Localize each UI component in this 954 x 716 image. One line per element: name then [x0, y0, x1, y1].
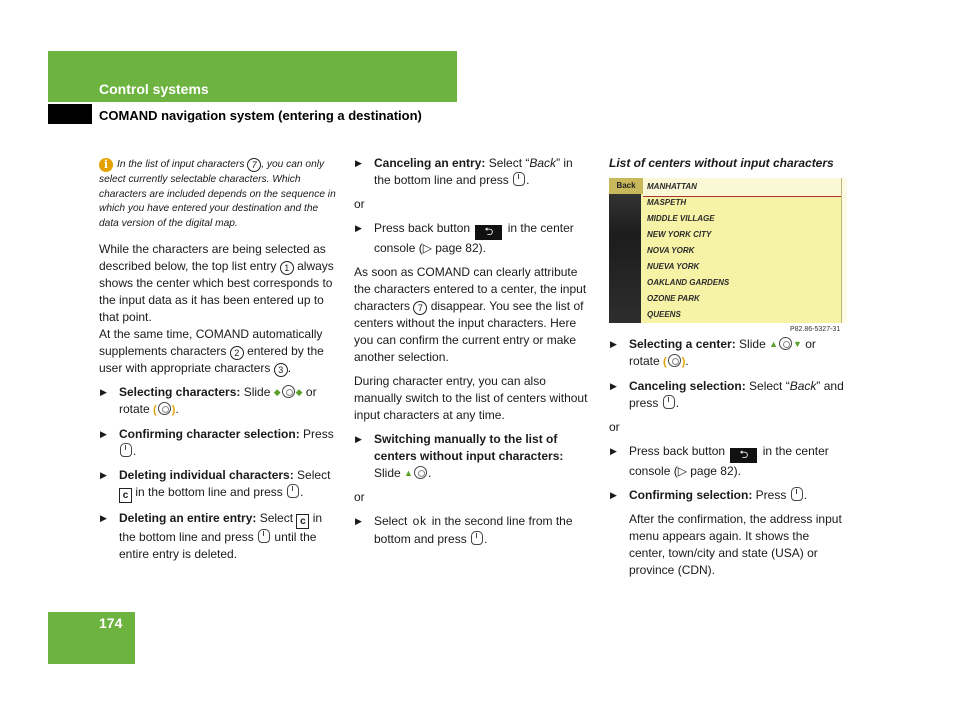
- instruction-confirm-selection: ▶ Confirming selection: Press .: [610, 488, 808, 502]
- bullet-arrow-icon: ▶: [355, 223, 362, 233]
- bullet-arrow-icon: ▶: [610, 446, 617, 456]
- or-text: or: [354, 197, 365, 211]
- rotate-right-icon: ): [171, 403, 176, 416]
- callout-1: 1: [280, 261, 294, 275]
- figure-caption: List of centers without input characters: [609, 156, 834, 170]
- or-text: or: [354, 490, 365, 504]
- column-3: [609, 336, 847, 586]
- press-controller-icon: [258, 529, 270, 543]
- comand-screen-image: [609, 178, 847, 323]
- paragraph: During character entry, you can also manually switch to the list of centers without input characters at any time.: [354, 374, 588, 422]
- instruction-select-center: ▶ Selecting a center: Slide ▲ ▼ or rotate ( ).: [610, 337, 816, 368]
- info-icon: i: [99, 158, 113, 172]
- image-code: P82.86-5327-31: [790, 326, 841, 333]
- list-item: NUEVA YORK: [647, 262, 700, 271]
- paragraph: As soon as COMAND can clearly attribute the characters entered to a center, the input characters 7 disappear. You see the list of centers without the input characters. Here you can confirm the current entry or make another selection.: [354, 265, 587, 364]
- press-controller-icon: [120, 443, 132, 457]
- column-1: [99, 158, 337, 570]
- instruction-cancel-selection: ▶ Canceling selection: Select “Back” and press .: [610, 379, 844, 410]
- subsection-title: COMAND navigation system (entering a destination): [99, 108, 422, 123]
- bullet-arrow-icon: ▶: [100, 386, 107, 397]
- rotate-left-icon: (: [153, 403, 157, 416]
- controller-icon: [779, 337, 792, 350]
- controller-icon: [158, 402, 171, 415]
- bullet-arrow-icon: ▶: [610, 339, 617, 349]
- slide-right-icon: ◆: [295, 386, 303, 397]
- instruction-back-button: ▶ Press back button ⮌ in the center console (▷ page 82).: [355, 221, 574, 255]
- slide-down-icon: ▼: [793, 339, 802, 349]
- bullet-arrow-icon: ▶: [100, 512, 107, 523]
- callout-7: 7: [247, 158, 261, 172]
- press-controller-icon: [791, 487, 803, 501]
- list-item: QUEENS: [647, 310, 681, 319]
- c-key-icon: c: [296, 514, 309, 529]
- instruction-selecting-characters: ▶ Selecting characters: Slide ◆ ◆ or rotate ( ).: [100, 384, 317, 416]
- list-item: OAKLAND GARDENS: [647, 278, 730, 287]
- rotate-right-icon: ): [681, 356, 686, 368]
- instruction-delete-entry: ▶ Deleting an entire entry: Select c in the bottom line and press until the entire entry is deleted.: [100, 510, 323, 561]
- callout-2: 2: [230, 346, 244, 360]
- slide-up-icon: ▲: [404, 468, 413, 478]
- subsection-marker: [48, 104, 92, 124]
- slide-left-icon: ◆: [273, 386, 281, 397]
- back-button-icon: ⮌: [730, 448, 757, 463]
- c-key-icon: c: [119, 488, 132, 503]
- or-text: or: [609, 420, 620, 434]
- bullet-arrow-icon: ▶: [610, 490, 617, 500]
- bullet-arrow-icon: ▶: [355, 434, 362, 444]
- controller-icon: [414, 466, 427, 479]
- callout-7: 7: [413, 301, 427, 315]
- list-item: OZONE PARK: [647, 294, 700, 303]
- ok-key-label: ok: [412, 515, 427, 529]
- rotate-left-icon: (: [663, 356, 667, 368]
- column-2: [354, 155, 592, 555]
- selection-divider: [643, 196, 841, 197]
- screen-scrollbar: [841, 178, 847, 323]
- list-item: MIDDLE VILLAGE: [647, 214, 715, 223]
- instruction-delete-characters: ▶ Deleting individual characters: Select c in the bottom line and press .: [100, 467, 331, 501]
- bullet-arrow-icon: ▶: [610, 381, 617, 391]
- paragraph: After the confirmation, the address input menu appears again. It shows the center, town/city and state (USA) or province (CDN).: [629, 512, 842, 577]
- instruction-select-ok: ▶ Select ok in the second line from the bottom and press .: [355, 514, 573, 546]
- paragraph: While the characters are being selected as described below, the top list entry 1 always shows the center which best corresponds to the input data as it has been entered up to that point.: [99, 241, 334, 324]
- controller-icon: [668, 354, 681, 367]
- back-tab: Back: [609, 178, 643, 194]
- bullet-arrow-icon: ▶: [355, 516, 362, 526]
- paragraph: At the same time, COMAND automatically supplements characters 2 entered by the user with appropriate characters 3 .: [99, 326, 324, 375]
- callout-3: 3: [274, 363, 288, 377]
- instruction-cancel-entry: ▶ Canceling an entry: Select “Back” in the bottom line and press .: [355, 156, 573, 187]
- slide-up-icon: ▲: [769, 339, 778, 349]
- page-number: 174: [99, 615, 123, 631]
- section-title: Control systems: [99, 81, 209, 97]
- list-item: NOVA YORK: [647, 246, 695, 255]
- list-item: MANHATTAN: [647, 182, 697, 191]
- controller-icon: [282, 385, 295, 398]
- bullet-arrow-icon: ▶: [100, 469, 107, 480]
- press-controller-icon: [663, 395, 675, 409]
- map-pane: [609, 178, 641, 323]
- bullet-arrow-icon: ▶: [100, 428, 107, 439]
- bullet-arrow-icon: ▶: [355, 158, 362, 168]
- back-button-icon: ⮌: [475, 225, 502, 240]
- info-note: i In the list of input characters 7 , you can only select currently selectable characters. Which characters are included depends on the sequence in which you have entered your destination and the data version of the digital map.: [99, 158, 336, 230]
- press-controller-icon: [471, 531, 483, 545]
- list-item: NEW YORK CITY: [647, 230, 712, 239]
- instruction-confirm-character: ▶ Confirming character selection: Press .: [100, 426, 334, 458]
- press-controller-icon: [287, 484, 299, 498]
- press-controller-icon: [513, 172, 525, 186]
- list-item: MASPETH: [647, 198, 687, 207]
- instruction-back-button: ▶ Press back button ⮌ in the center console (▷ page 82).: [610, 444, 829, 478]
- instruction-switch-manually: ▶ Switching manually to the list of centers without input characters: Slide ▲ .: [355, 432, 564, 480]
